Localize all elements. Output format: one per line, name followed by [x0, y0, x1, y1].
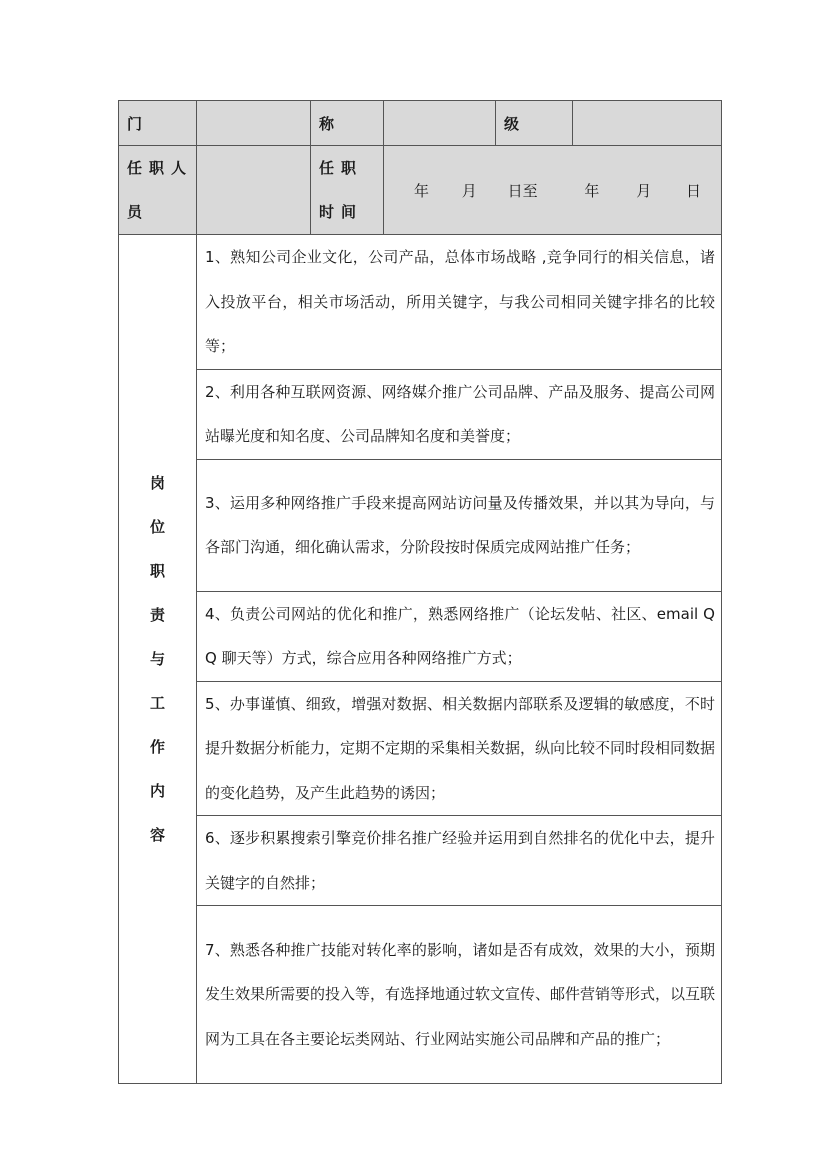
position-title-value[interactable] — [384, 101, 496, 146]
date-year-2: 年 — [584, 181, 600, 200]
duty-row — [119, 906, 722, 1084]
level-value[interactable] — [573, 101, 722, 146]
duty-row — [119, 816, 722, 906]
duty-item-7: 7、熟悉各种推广技能对转化率的影响，诸如是否有成效，效果的大小，预期发生效果所需要的投入等，有选择地通过软文宣传、邮件营销等形式，以互联网为工具在各主要论坛类网站、行业网站实施公司品牌和产品的推广； — [197, 906, 722, 1084]
duties-side-label — [119, 235, 197, 1084]
department-value[interactable] — [197, 101, 311, 146]
duty-row — [119, 591, 722, 681]
header-row-2 — [119, 146, 722, 235]
duty-item-6: 6、逐步积累搜索引擎竞价排名推广经验并运用到自然排名的优化中去，提升关键字的自然排； — [197, 816, 722, 906]
duty-item-4: 4、负责公司网站的优化和推广，熟悉网络推广（论坛发帖、社区、email QQ 聊天等）方式，综合应用各种网络推广方式； — [197, 591, 722, 681]
date-year-1: 年 — [414, 181, 430, 200]
incumbent-label: 任职人员 — [119, 146, 197, 235]
side-label-char: 容 — [149, 826, 165, 844]
date-month-2: 月 — [636, 181, 652, 200]
date-day-to: 日至 — [507, 181, 538, 200]
incumbent-value[interactable] — [197, 146, 311, 235]
duty-item-2: 2、利用各种互联网资源、网络媒介推广公司品牌、产品及服务、提高公司网站曝光度和知名度、公司品牌知名度和美誉度； — [197, 369, 722, 459]
date-month-1: 月 — [461, 181, 477, 200]
side-label-char: 作 — [149, 738, 165, 756]
duty-item-3: 3、运用多种网络推广手段来提高网站访问量及传播效果，并以其为导向，与各部门沟通，细化确认需求，分阶段按时保质完成网站推广任务； — [197, 459, 722, 591]
side-label-char: 与 — [149, 650, 165, 668]
side-label-char: 岗 — [149, 474, 165, 492]
department-label: 门 — [119, 101, 197, 146]
side-label-char: 工 — [149, 694, 165, 712]
position-title-label: 称 — [311, 101, 384, 146]
date-day-2: 日 — [685, 181, 701, 200]
level-label: 级 — [496, 101, 573, 146]
duty-row — [119, 459, 722, 591]
side-label-char: 位 — [149, 518, 165, 536]
duty-item-1: 1、熟知公司企业文化，公司产品，总体市场战略 ,竞争同行的相关信息，诸入投放平台，相关市场活动，所用关键字，与我公司相同关键字排名的比较等； — [197, 235, 722, 370]
duty-row — [119, 681, 722, 816]
side-label-char: 内 — [149, 782, 165, 800]
side-label-char: 职 — [149, 562, 165, 580]
header-row-1 — [119, 101, 722, 146]
job-description-table — [118, 100, 722, 1084]
tenure-label: 任职时间 — [311, 146, 384, 235]
duty-item-5: 5、办事谨慎、细致，增强对数据、相关数据内部联系及逻辑的敏感度，不时提升数据分析能力，定期不定期的采集相关数据，纵向比较不同时段相同数据的变化趋势，及产生此趋势的诱因； — [197, 681, 722, 816]
side-label-char: 责 — [149, 606, 165, 624]
tenure-date-range[interactable] — [384, 146, 722, 235]
duty-row — [119, 369, 722, 459]
duty-row — [119, 235, 722, 370]
